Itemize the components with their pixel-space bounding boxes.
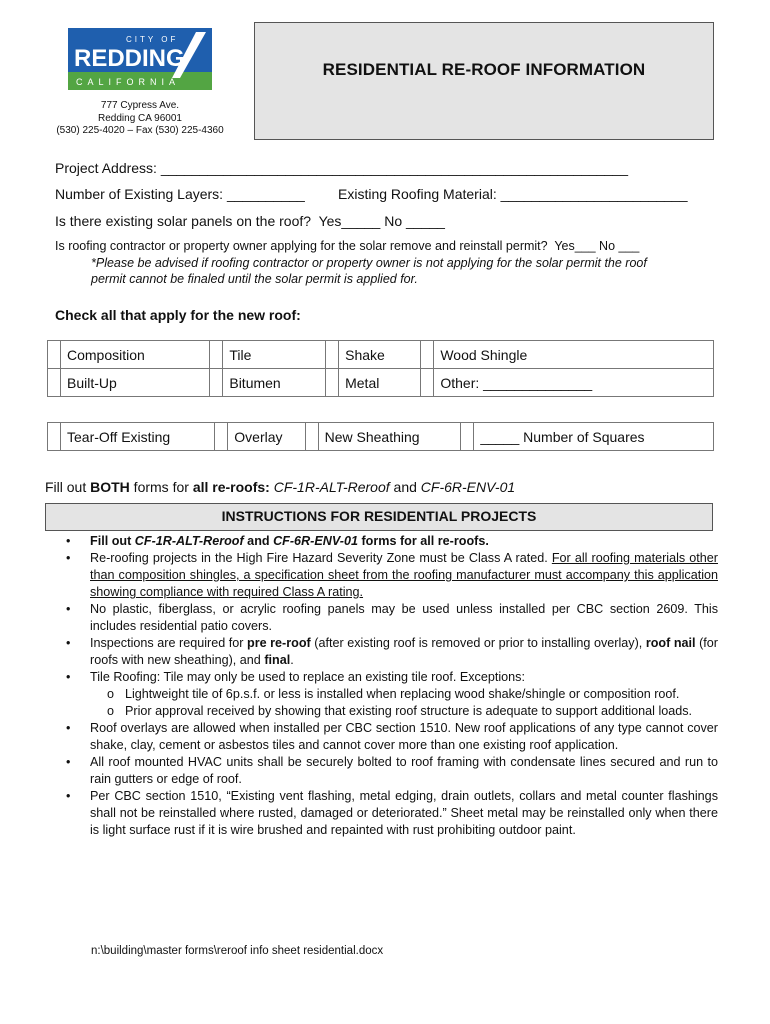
solar-existing-question[interactable]: Is there existing solar panels on the roof? Yes_____ No _____ — [55, 213, 445, 229]
checkbox[interactable] — [461, 423, 474, 451]
checkbox[interactable] — [421, 341, 434, 369]
city-of-redding-logo — [68, 28, 212, 90]
existing-material-field[interactable]: Existing Roofing Material: ________________________ — [338, 186, 688, 202]
option-label: Wood Shingle — [434, 341, 714, 369]
text: (for roofs with new sheathing), and — [90, 636, 718, 667]
text: . — [290, 653, 294, 667]
option-label: Tear-Off Existing — [61, 423, 215, 451]
check-heading: Check all that apply for the new roof: — [55, 307, 301, 323]
option-label: Shake — [339, 341, 421, 369]
underlined-text: For all roofing materials other than composition shingles, a specification sheet from the roofing manufacturer must accompany this application showing compliance with required Class A rating. — [90, 551, 718, 599]
option-label[interactable]: _____ Number of Squares — [474, 423, 714, 451]
sub-list — [90, 686, 718, 720]
logo-city-of-text: CITY OF — [126, 35, 179, 44]
list-item — [50, 669, 718, 720]
option-label: Tile — [223, 341, 326, 369]
fill-all-reroofs: all re-roofs: — [192, 479, 270, 495]
roof-type-row — [48, 369, 714, 397]
list-item — [50, 635, 718, 669]
fill-text: Fill out — [45, 479, 91, 495]
roof-work-row — [48, 423, 714, 451]
list-item: • All roof mounted HVAC units shall be securely bolted to roof framing with condensate lines secured and run to rain gutters or edge of roof. — [50, 754, 718, 788]
logo-state-text: CALIFORNIA — [76, 77, 181, 87]
bold-text: roof nail — [645, 636, 696, 650]
roof-type-row — [48, 341, 714, 369]
checkbox[interactable] — [326, 341, 339, 369]
roof-type-table — [47, 340, 714, 397]
solar-permit-question[interactable]: Is roofing contractor or property owner applying for the solar remove and reinstall permit? Yes___ No ___ — [55, 239, 640, 253]
checkbox[interactable] — [48, 341, 61, 369]
text: Inspections are required for — [90, 636, 247, 650]
checkbox[interactable] — [210, 369, 223, 397]
checkbox[interactable] — [326, 369, 339, 397]
list-item — [50, 533, 718, 550]
form-name: CF-6R-ENV-01 — [273, 534, 358, 548]
fill-both: BOTH — [90, 479, 130, 495]
checkbox[interactable] — [210, 341, 223, 369]
option-label: Metal — [339, 369, 421, 397]
option-label[interactable]: Other: ______________ — [434, 369, 714, 397]
bold-text: final — [264, 653, 291, 667]
form-cf6r: CF-6R-ENV-01 — [420, 479, 516, 495]
list-item: • Per CBC section 1510, “Existing vent flashing, metal edging, drain outlets, collars and metal counter flashings shall not be reinstalled where rusted, damaged or deteriorated.” Sheet metal may be reinstalled only when there is light surface rust if it is wire brushed and repainted with rust prohibiting outdoor paint. — [50, 788, 718, 839]
list-item — [50, 550, 718, 601]
sub-list-item: o Prior approval received by showing that existing roof structure is adequate to support additional loads. — [90, 703, 718, 720]
checkbox[interactable] — [48, 369, 61, 397]
footer-file-path: n:\building\master forms\reroof info sheet residential.docx — [91, 945, 384, 957]
text: forms for all re-roofs. — [357, 534, 489, 548]
fill-text: and — [389, 479, 421, 495]
address-street: 777 Cypress Ave. — [100, 100, 180, 111]
text: Fill out — [90, 534, 135, 548]
fill-text: forms for — [129, 479, 193, 495]
instructions-title: INSTRUCTIONS FOR RESIDENTIAL PROJECTS — [45, 503, 713, 531]
form-cf1r: CF-1R-ALT-Reroof — [273, 479, 390, 495]
existing-layers-field[interactable]: Number of Existing Layers: __________ — [55, 186, 305, 202]
option-label: Overlay — [228, 423, 305, 451]
text: Tile Roofing: Tile may only be used to replace an existing tile roof. Exceptions: — [90, 670, 525, 684]
option-label: Bitumen — [223, 369, 326, 397]
checkbox[interactable] — [215, 423, 228, 451]
project-address-field[interactable]: Project Address: ____________________________________________________________ — [55, 160, 628, 176]
address-city: Redding CA 96001 — [98, 112, 182, 124]
checkbox[interactable] — [421, 369, 434, 397]
checkbox[interactable] — [305, 423, 318, 451]
option-label: New Sheathing — [318, 423, 461, 451]
option-label: Composition — [61, 341, 210, 369]
list-item: • Roof overlays are allowed when installed per CBC section 1510. New roof applications of any type cannot cover shake, clay, cement or asbestos tiles and cannot cover more than one existing roof application. — [50, 720, 718, 754]
fill-out-both-forms — [45, 479, 515, 495]
sub-list-item: o Lightweight tile of 6p.s.f. or less is installed when replacing wood shake/shingle or composition roof. — [90, 686, 718, 703]
list-item: • No plastic, fiberglass, or acrylic roofing panels may be used unless installed per CBC section 2609. This includes residential patio covers. — [50, 601, 718, 635]
page-title: RESIDENTIAL RE-ROOF INFORMATION — [322, 60, 646, 79]
checkbox[interactable] — [48, 423, 61, 451]
roof-work-table — [47, 422, 714, 451]
form-name: CF-1R-ALT-Reroof — [134, 534, 244, 548]
instructions-list — [50, 533, 718, 839]
text: and — [243, 534, 274, 548]
title-box — [254, 22, 714, 140]
logo-name-text: REDDING — [74, 45, 185, 72]
option-label: Built-Up — [61, 369, 210, 397]
solar-note-line1: *Please be advised if roofing contractor or property owner is not applying for the solar permit the roof — [91, 256, 647, 270]
solar-note-line2: permit cannot be finaled until the solar permit is applied for. — [91, 272, 418, 286]
address-phone: (530) 225-4020 – Fax (530) 225-4360 — [56, 125, 224, 136]
city-address — [40, 100, 240, 138]
bold-text: pre re-roof — [247, 636, 311, 650]
text: Re-roofing projects in the High Fire Hazard Severity Zone must be Class A rated. — [90, 551, 552, 565]
text: (after existing roof is removed or prior to installing overlay), — [310, 636, 646, 650]
